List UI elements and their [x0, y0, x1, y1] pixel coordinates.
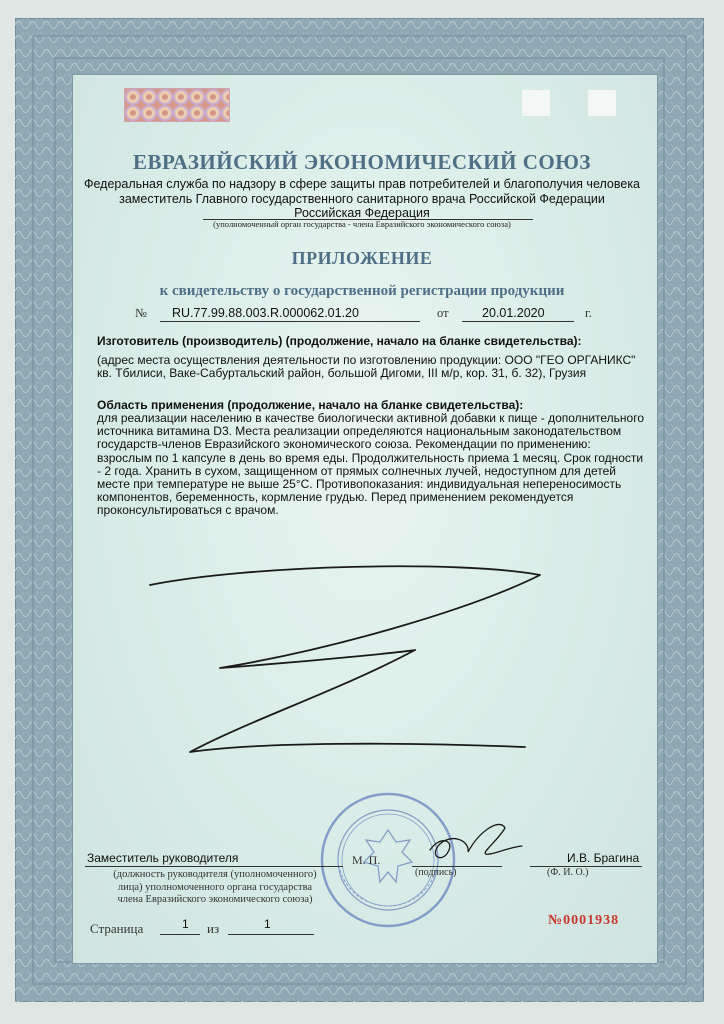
page-label: Страница	[90, 921, 144, 936]
serial-number: №0001938	[548, 913, 620, 928]
date-label: от	[437, 306, 449, 320]
official-seal	[318, 790, 458, 930]
manufacturer-text: (адрес места осуществления деятельности по изготовлению продукции: ООО "ГЕО ОРГАНИКС" кв. Тбилиси, Ваке-Сабуртальский район, большой Дигоми, III м/р, кор. 31, б. 32), Грузия	[97, 353, 636, 381]
position-note: (должность руководителя (уполномоченного) лица) уполномоченного органа государства члена Евразийского экономического союза)	[113, 869, 317, 905]
agency-line: заместитель Главного государственного санитарного врача Российской Федерации	[119, 191, 605, 206]
page-underline	[160, 934, 200, 935]
agency-note: (уполномоченный орган государства - члена Евразийского экономического союза)	[213, 219, 511, 229]
annex-title: ПРИЛОЖЕНИЕ	[291, 248, 433, 268]
security-square	[522, 90, 550, 116]
hologram-sticker	[124, 88, 230, 122]
union-title: ЕВРАЗИЙСКИЙ ЭКОНОМИЧЕСКИЙ СОЮЗ	[133, 150, 591, 174]
position-underline	[85, 866, 343, 867]
agency-block	[0, 177, 724, 221]
signer-name: И.В. Брагина	[567, 851, 640, 865]
agency-line: Федеральная служба по надзору в сфере защиты прав потребителей и благополучия человека	[83, 177, 641, 191]
number-underline	[160, 321, 420, 322]
position-label: Заместитель руководителя	[87, 851, 239, 865]
mp-label: М. П.	[352, 853, 381, 867]
manufacturer-title: Изготовитель (производитель) (продолжение, начало на бланке свидетельства):	[97, 334, 582, 348]
number-label: №	[135, 306, 147, 320]
date-underline	[462, 321, 574, 322]
page-number: 1	[182, 917, 189, 931]
of-label: из	[207, 921, 220, 936]
security-square	[588, 90, 616, 116]
registration-number: RU.77.99.88.003.R.000062.01.20	[172, 306, 359, 320]
registration-date: 20.01.2020	[482, 306, 545, 320]
year-suffix: г.	[585, 306, 592, 320]
total-pages: 1	[264, 917, 271, 931]
application-text: для реализации населению в качестве биологически активной добавки к пище - дополнительного источника витамина D3. Места реализации определяются национальным законодательством государств-членов Евразийского экономического союза. Рекомендации по применению: взрослым по 1 капсуле в день во время еды. Продолжительность приема 1 месяц. Срок годности - 2 года. Хранить в сухом, защищенном от прямых солнечных лучей, недоступном для детей месте при температуре не выше 25°С. Противопоказания: индивидуальная непереносимость компонентов, беременность, кормление грудью. Перед применением рекомендуется проконсультироваться с врачом.	[97, 411, 644, 518]
name-label: (Ф. И. О.)	[547, 867, 589, 878]
signature-label: (подпись)	[415, 867, 457, 878]
annex-subtitle: к свидетельству о государственной регистрации продукции	[159, 283, 565, 299]
agency-line: Российская Федерация	[294, 206, 430, 220]
total-underline	[228, 934, 314, 935]
application-title: Область применения (продолжение, начало на бланке свидетельства):	[97, 398, 524, 412]
